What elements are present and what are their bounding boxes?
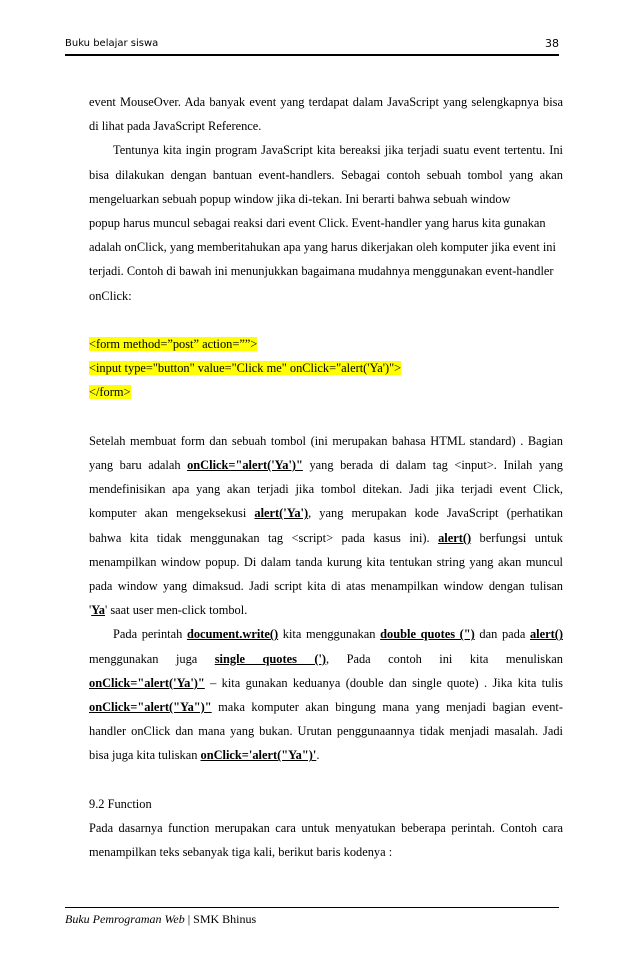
paragraph-event-handlers xyxy=(89,138,563,307)
spacer xyxy=(89,768,563,792)
code-line: <input type="button" value="Click me" onClick="alert('Ya')"> xyxy=(89,361,402,376)
text-line: bahwa kita tidak menggunakan tag <script> pada kasus ini). alert() berfungsi untuk xyxy=(89,530,564,545)
text-line: komputer akan mengeksekusi alert('Ya'), yang merupakan kode JavaScript (perhatikan xyxy=(89,506,563,521)
text-line: menampilkan window popup. Di dalam tanda kurung kita tentukan string yang akan muncul xyxy=(89,554,563,569)
page-header xyxy=(65,34,559,52)
text-line: mengeluarkan sebuah popup window jika di-tekan. Ini berarti bahwa sebuah window xyxy=(89,191,511,206)
text-line: Pada perintah document.write() kita menggunakan double quotes (") dan pada alert() xyxy=(113,627,563,642)
text-line: bisa dilakukan dengan bantuan event-handlers. Sebagai contoh sebuah tombol yang akan xyxy=(89,167,563,182)
text-line: adalah onClick, yang memberitahukan apa yang harus dikerjakan oleh komputer jika event ini xyxy=(89,240,556,255)
code-example xyxy=(89,332,563,405)
code-line: </form> xyxy=(89,385,131,400)
page-footer xyxy=(65,912,256,927)
spacer xyxy=(89,405,563,429)
code-term: onClick="alert('Ya')" xyxy=(187,458,303,473)
code-term: onClick="alert("Ya")" xyxy=(89,700,212,715)
header-title: Buku belajar siswa xyxy=(65,38,159,49)
text-line: terjadi. Contoh di bawah ini menunjukkan bagaimana mudahnya menggunakan event-handler xyxy=(89,264,554,279)
text-line: onClick="alert('Ya')" – kita gunakan keduanya (double dan single quote) . Jika kita tulis xyxy=(89,675,563,690)
paragraph-intro xyxy=(89,90,563,138)
text-line: menggunakan juga single quotes ('), Pada contoh ini kita menuliskan xyxy=(89,651,563,666)
paragraph-quotes xyxy=(89,622,563,767)
code-term: onClick="alert('Ya')" xyxy=(89,675,205,690)
code-term: onClick='alert("Ya")' xyxy=(200,748,317,763)
text-line: pada window yang dimaksud. Jadi script kita di atas menampilkan window dengan tulisan xyxy=(89,579,563,594)
text-line: Setelah membuat form dan sebuah tombol (ini merupakan bahasa HTML standard) . Bagian xyxy=(89,433,563,448)
text-line: handler onClick dan mana yang bukan. Urutan penggunaannya tidak menjadi masalah. Jadi xyxy=(89,724,563,739)
text-line: Tentunya kita ingin program JavaScript kita bereaksi jika terjadi suatu event tertentu. Ini xyxy=(113,143,563,158)
text-line: menampilkan teks sebanyak tiga kali, berikut baris kodenya : xyxy=(89,845,393,860)
text-line: Pada dasarnya function merupakan cara untuk menyatukan beberapa perintah. Contoh cara xyxy=(89,821,563,836)
text-line: popup harus muncul sebagai reaksi dari event Click. Event-handler yang harus kita gunakan xyxy=(89,216,546,231)
text-line: yang baru adalah onClick="alert('Ya')" yang berada di dalam tag <input>. Inilah yang xyxy=(89,458,563,473)
text-line: bisa juga kita tuliskan onClick='alert("Ya")'. xyxy=(89,748,320,763)
text-line: onClick="alert("Ya")" maka komputer akan bingung mana yang menjadi bagian event- xyxy=(89,700,563,715)
text-line: event MouseOver. Ada banyak event yang terdapat dalam JavaScript yang selengkapnya bisa xyxy=(89,95,563,109)
code-term: document.write() xyxy=(186,627,279,642)
code-line: <form method=”post” action=””> xyxy=(89,337,258,352)
text-line: onClick: xyxy=(89,288,132,303)
text-line: di lihat pada JavaScript Reference. xyxy=(89,119,262,134)
spacer xyxy=(89,308,563,332)
footer-school: SMK Bhinus xyxy=(193,912,257,926)
text-line: mendefinisikan apa yang akan terjadi jika tombol ditekan. Jadi jika terjadi event Click, xyxy=(89,482,563,497)
section-function xyxy=(89,792,563,865)
code-term: Ya xyxy=(91,603,106,618)
paragraph-explanation xyxy=(89,429,563,623)
page-number: 38 xyxy=(545,37,559,50)
text-line: 'Ya' saat user men-click tombol. xyxy=(89,603,248,618)
page-body xyxy=(89,90,563,864)
code-term: alert() xyxy=(438,530,472,545)
footer-divider xyxy=(65,907,559,908)
code-term: alert() xyxy=(529,627,563,642)
code-term: double quotes (") xyxy=(380,627,475,642)
section-heading: 9.2 Function xyxy=(89,796,152,811)
header-divider xyxy=(65,54,559,56)
code-term: single quotes (') xyxy=(214,651,327,666)
code-term: alert('Ya') xyxy=(254,506,309,521)
footer-book-title: Buku Pemrograman Web xyxy=(65,912,185,926)
footer-separator: | xyxy=(184,912,194,926)
